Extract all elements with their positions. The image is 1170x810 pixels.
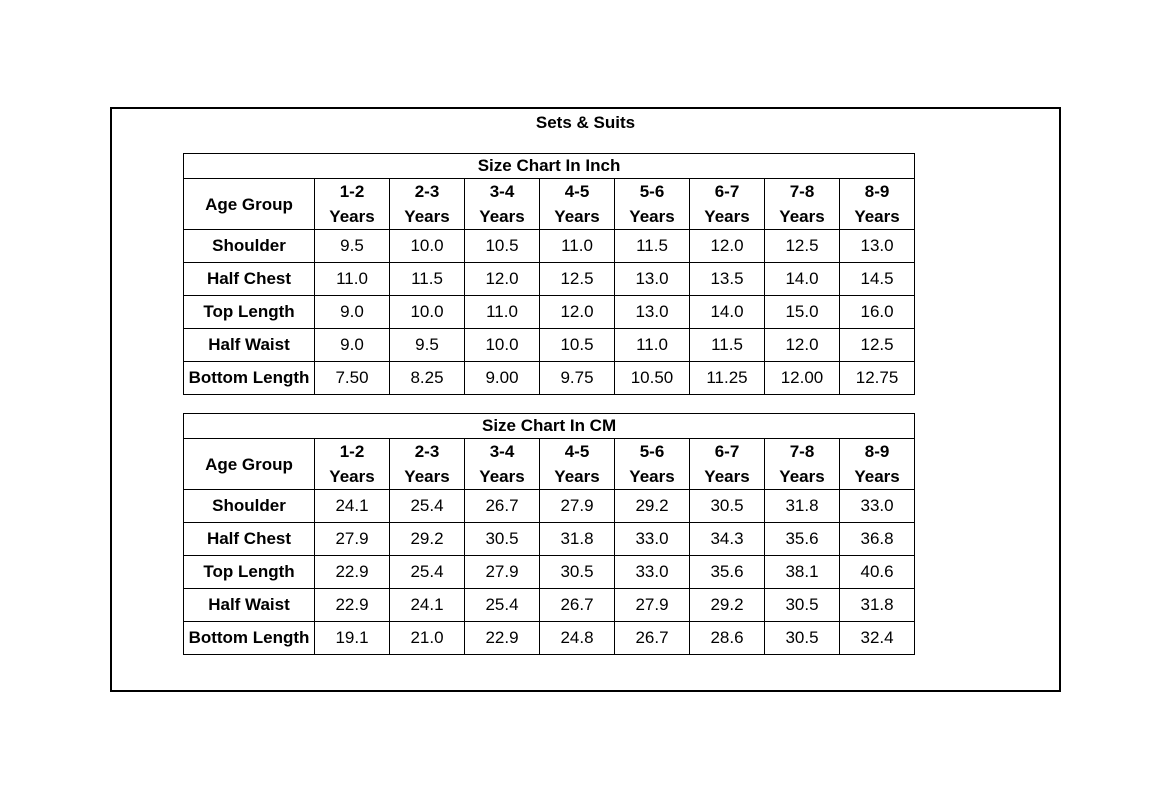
age-range: 6-7 <box>714 442 740 461</box>
measurement-value: 14.5 <box>840 263 915 296</box>
measurement-value: 24.1 <box>390 589 465 622</box>
age-group-header: Age Group <box>184 179 315 230</box>
measurement-value: 15.0 <box>765 296 840 329</box>
measurement-value: 35.6 <box>690 556 765 589</box>
age-column-header <box>315 179 390 230</box>
size-table-cm <box>183 413 915 655</box>
age-column-header <box>390 439 465 490</box>
measurement-value: 9.0 <box>315 296 390 329</box>
size-chart-frame <box>110 107 1061 692</box>
measurement-label: Half Chest <box>184 523 315 556</box>
table-row <box>184 523 915 556</box>
measurement-value: 12.5 <box>540 263 615 296</box>
measurement-value: 12.0 <box>765 329 840 362</box>
measurement-value: 14.0 <box>690 296 765 329</box>
table-header-row <box>184 439 915 490</box>
age-range: 7-8 <box>789 442 815 461</box>
measurement-value: 9.0 <box>315 329 390 362</box>
measurement-value: 12.0 <box>540 296 615 329</box>
measurement-value: 13.5 <box>690 263 765 296</box>
measurement-value: 11.5 <box>690 329 765 362</box>
age-column-header <box>465 439 540 490</box>
age-unit: Years <box>554 467 600 486</box>
measurement-value: 10.50 <box>615 362 690 395</box>
age-group-header: Age Group <box>184 439 315 490</box>
age-range: 2-3 <box>414 442 440 461</box>
table-row <box>184 230 915 263</box>
measurement-value: 38.1 <box>765 556 840 589</box>
age-unit: Years <box>554 207 600 226</box>
table-title: Size Chart In Inch <box>184 154 915 179</box>
measurement-value: 10.5 <box>465 230 540 263</box>
measurement-value: 10.0 <box>465 329 540 362</box>
measurement-value: 30.5 <box>690 490 765 523</box>
measurement-value: 21.0 <box>390 622 465 655</box>
table-row <box>184 556 915 589</box>
age-range: 4-5 <box>564 442 590 461</box>
document-title: Sets & Suits <box>535 113 636 132</box>
measurement-value: 12.75 <box>840 362 915 395</box>
measurement-value: 24.8 <box>540 622 615 655</box>
age-column-header <box>840 439 915 490</box>
measurement-value: 12.5 <box>765 230 840 263</box>
measurement-value: 30.5 <box>765 622 840 655</box>
measurement-value: 11.0 <box>615 329 690 362</box>
measurement-label: Top Length <box>184 296 315 329</box>
measurement-value: 12.5 <box>840 329 915 362</box>
age-unit: Years <box>704 207 750 226</box>
age-column-header <box>615 439 690 490</box>
age-column-header <box>690 439 765 490</box>
measurement-value: 12.00 <box>765 362 840 395</box>
age-unit: Years <box>629 467 675 486</box>
measurement-value: 25.4 <box>390 556 465 589</box>
measurement-value: 11.0 <box>465 296 540 329</box>
measurement-value: 12.0 <box>690 230 765 263</box>
table-row <box>184 329 915 362</box>
measurement-value: 33.0 <box>615 556 690 589</box>
measurement-value: 9.5 <box>390 329 465 362</box>
age-column-header <box>540 179 615 230</box>
age-unit: Years <box>704 467 750 486</box>
measurement-value: 10.0 <box>390 230 465 263</box>
table-row <box>184 589 915 622</box>
measurement-label: Shoulder <box>184 230 315 263</box>
age-unit: Years <box>404 467 450 486</box>
age-range: 8-9 <box>864 442 890 461</box>
table-row <box>184 263 915 296</box>
size-table-inch <box>183 153 915 395</box>
measurement-value: 7.50 <box>315 362 390 395</box>
age-range: 2-3 <box>414 182 440 201</box>
measurement-value: 36.8 <box>840 523 915 556</box>
age-unit: Years <box>479 467 525 486</box>
measurement-value: 12.0 <box>465 263 540 296</box>
measurement-label: Top Length <box>184 556 315 589</box>
measurement-value: 32.4 <box>840 622 915 655</box>
measurement-value: 11.0 <box>315 263 390 296</box>
age-unit: Years <box>779 467 825 486</box>
measurement-value: 22.9 <box>465 622 540 655</box>
measurement-value: 10.0 <box>390 296 465 329</box>
measurement-value: 11.5 <box>615 230 690 263</box>
measurement-value: 19.1 <box>315 622 390 655</box>
measurement-value: 29.2 <box>690 589 765 622</box>
age-range: 4-5 <box>564 182 590 201</box>
measurement-value: 33.0 <box>840 490 915 523</box>
measurement-value: 9.00 <box>465 362 540 395</box>
table-title: Size Chart In CM <box>184 414 915 439</box>
age-range: 3-4 <box>489 182 515 201</box>
measurement-value: 11.5 <box>390 263 465 296</box>
measurement-label: Bottom Length <box>184 362 315 395</box>
age-column-header <box>615 179 690 230</box>
measurement-value: 9.75 <box>540 362 615 395</box>
age-unit: Years <box>479 207 525 226</box>
measurement-value: 14.0 <box>765 263 840 296</box>
measurement-value: 31.8 <box>540 523 615 556</box>
measurement-value: 25.4 <box>465 589 540 622</box>
measurement-value: 22.9 <box>315 589 390 622</box>
measurement-label: Half Waist <box>184 329 315 362</box>
table-title-row <box>184 154 915 179</box>
measurement-value: 11.25 <box>690 362 765 395</box>
measurement-value: 29.2 <box>390 523 465 556</box>
measurement-value: 33.0 <box>615 523 690 556</box>
measurement-value: 13.0 <box>615 296 690 329</box>
age-unit: Years <box>404 207 450 226</box>
age-range: 5-6 <box>639 182 665 201</box>
age-unit: Years <box>854 207 900 226</box>
age-column-header <box>690 179 765 230</box>
measurement-value: 8.25 <box>390 362 465 395</box>
age-range: 6-7 <box>714 182 740 201</box>
measurement-value: 22.9 <box>315 556 390 589</box>
measurement-label: Half Chest <box>184 263 315 296</box>
measurement-value: 35.6 <box>765 523 840 556</box>
measurement-value: 31.8 <box>840 589 915 622</box>
age-column-header <box>465 179 540 230</box>
table-row <box>184 490 915 523</box>
measurement-value: 13.0 <box>615 263 690 296</box>
measurement-value: 26.7 <box>540 589 615 622</box>
age-range: 3-4 <box>489 442 515 461</box>
measurement-value: 10.5 <box>540 329 615 362</box>
age-column-header <box>315 439 390 490</box>
measurement-value: 9.5 <box>315 230 390 263</box>
age-column-header <box>840 179 915 230</box>
measurement-value: 34.3 <box>690 523 765 556</box>
measurement-value: 27.9 <box>540 490 615 523</box>
measurement-value: 27.9 <box>615 589 690 622</box>
age-range: 1-2 <box>339 442 365 461</box>
measurement-value: 13.0 <box>840 230 915 263</box>
age-range: 8-9 <box>864 182 890 201</box>
measurement-value: 40.6 <box>840 556 915 589</box>
age-unit: Years <box>629 207 675 226</box>
age-unit: Years <box>329 467 375 486</box>
measurement-value: 26.7 <box>615 622 690 655</box>
table-row <box>184 622 915 655</box>
measurement-value: 28.6 <box>690 622 765 655</box>
measurement-value: 11.0 <box>540 230 615 263</box>
measurement-label: Shoulder <box>184 490 315 523</box>
measurement-value: 30.5 <box>465 523 540 556</box>
measurement-value: 30.5 <box>765 589 840 622</box>
measurement-label: Half Waist <box>184 589 315 622</box>
age-column-header <box>390 179 465 230</box>
age-range: 7-8 <box>789 182 815 201</box>
age-unit: Years <box>329 207 375 226</box>
measurement-value: 31.8 <box>765 490 840 523</box>
table-row <box>184 296 915 329</box>
age-range: 1-2 <box>339 182 365 201</box>
measurement-value: 27.9 <box>315 523 390 556</box>
age-unit: Years <box>779 207 825 226</box>
measurement-value: 27.9 <box>465 556 540 589</box>
measurement-value: 16.0 <box>840 296 915 329</box>
age-range: 5-6 <box>639 442 665 461</box>
age-column-header <box>765 179 840 230</box>
table-header-row <box>184 179 915 230</box>
measurement-value: 25.4 <box>390 490 465 523</box>
age-column-header <box>765 439 840 490</box>
age-column-header <box>540 439 615 490</box>
measurement-value: 24.1 <box>315 490 390 523</box>
measurement-label: Bottom Length <box>184 622 315 655</box>
table-row <box>184 362 915 395</box>
measurement-value: 30.5 <box>540 556 615 589</box>
table-title-row <box>184 414 915 439</box>
measurement-value: 29.2 <box>615 490 690 523</box>
measurement-value: 26.7 <box>465 490 540 523</box>
age-unit: Years <box>854 467 900 486</box>
